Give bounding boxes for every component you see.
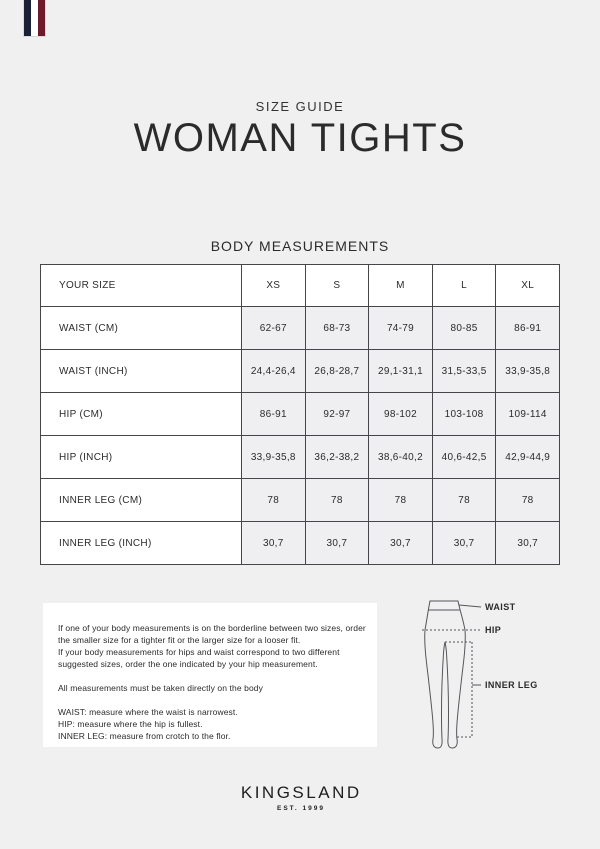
note-waist-definition: WAIST: measure where the waist is narrowest.: [58, 707, 238, 717]
measurement-value-cell: 31,5-33,5: [432, 350, 496, 393]
measurement-value-cell: 30,7: [242, 522, 306, 565]
table-row: [41, 393, 560, 436]
measurement-value-cell: 78: [369, 479, 433, 522]
fit-notes-box: [43, 603, 377, 747]
measurement-row-label: INNER LEG (INCH): [41, 522, 242, 565]
measurement-value-cell: 78: [496, 479, 560, 522]
measurement-value-cell: 33,9-35,8: [242, 436, 306, 479]
diagram-inner-leg-label: INNER LEG: [485, 680, 538, 690]
flag-stripe-burgundy: [38, 0, 45, 36]
note-measure-directly: All measurements must be taken directly on the body: [58, 683, 263, 693]
measurement-row-label: HIP (CM): [41, 393, 242, 436]
table-row: [41, 307, 560, 350]
measurement-value-cell: 86-91: [242, 393, 306, 436]
table-row: [41, 436, 560, 479]
note-hip-definition: HIP: measure where the hip is fullest.: [58, 719, 203, 729]
size-header-s: S: [305, 265, 369, 307]
measurement-value-cell: 78: [242, 479, 306, 522]
flag-stripe-white: [31, 0, 38, 36]
kingsland-est-label: EST. 1999: [277, 805, 325, 812]
measurement-value-cell: 80-85: [432, 307, 496, 350]
measurement-value-cell: 38,6-40,2: [369, 436, 433, 479]
note-hip-waist: If your body measurements for hips and waist correspond to two different suggested sizes, order the one indicated by your hip measurement.: [58, 647, 340, 669]
table-row: [41, 350, 560, 393]
body-measurements-heading: BODY MEASUREMENTS: [210, 238, 390, 254]
measurement-value-cell: 62-67: [242, 307, 306, 350]
waist-pointer-line: [459, 605, 481, 607]
size-header-xs: XS: [242, 265, 306, 307]
note-inner-leg-definition: INNER LEG: measure from crotch to the flor.: [58, 731, 231, 741]
measurement-value-cell: 24,4-26,4: [242, 350, 306, 393]
measurement-value-cell: 33,9-35,8: [496, 350, 560, 393]
measurement-value-cell: 42,9-44,9: [496, 436, 560, 479]
measurement-value-cell: 26,8-28,7: [305, 350, 369, 393]
diagram-hip-label: HIP: [485, 625, 502, 635]
measurement-row-label: WAIST (CM): [41, 307, 242, 350]
size-table: [40, 264, 560, 565]
flag-stripe-navy: [24, 0, 31, 36]
size-header-m: M: [369, 265, 433, 307]
measurement-value-cell: 68-73: [305, 307, 369, 350]
size-header-l: L: [432, 265, 496, 307]
measurement-value-cell: 109-114: [496, 393, 560, 436]
measurement-row-label: INNER LEG (CM): [41, 479, 242, 522]
measurement-value-cell: 78: [305, 479, 369, 522]
size-header-xl: XL: [496, 265, 560, 307]
measurement-row-label: WAIST (INCH): [41, 350, 242, 393]
tights-measurement-diagram: [402, 597, 577, 757]
measurement-value-cell: 29,1-31,1: [369, 350, 433, 393]
measurement-value-cell: 30,7: [432, 522, 496, 565]
diagram-waist-label: WAIST: [485, 602, 516, 612]
your-size-column-header: YOUR SIZE: [41, 265, 242, 307]
measurement-value-cell: 40,6-42,5: [432, 436, 496, 479]
measurement-value-cell: 86-91: [496, 307, 560, 350]
size-table-header-row: [41, 265, 560, 307]
measurement-value-cell: 78: [432, 479, 496, 522]
note-borderline: If one of your body measurements is on the borderline between two sizes, order the smaller size for a tighter fit or the larger size for a looser fit.: [58, 623, 366, 645]
size-guide-label: SIZE GUIDE: [255, 99, 345, 114]
measurement-row-label: HIP (INCH): [41, 436, 242, 479]
measurement-value-cell: 30,7: [369, 522, 433, 565]
table-row: [41, 479, 560, 522]
tights-body-outline: [425, 601, 466, 748]
table-row: [41, 522, 560, 565]
measurement-value-cell: 103-108: [432, 393, 496, 436]
measurement-value-cell: 36,2-38,2: [305, 436, 369, 479]
size-table-body: [41, 307, 560, 565]
tights-outline-illustration: [402, 597, 577, 757]
measurement-value-cell: 92-97: [305, 393, 369, 436]
measurement-value-cell: 30,7: [305, 522, 369, 565]
measurement-value-cell: 30,7: [496, 522, 560, 565]
kingsland-logo: KINGSLAND: [240, 783, 362, 802]
measurement-value-cell: 98-102: [369, 393, 433, 436]
measurement-value-cell: 74-79: [369, 307, 433, 350]
page-title: WOMAN TIGHTS: [133, 116, 467, 160]
brand-flag-icon: [23, 0, 46, 37]
